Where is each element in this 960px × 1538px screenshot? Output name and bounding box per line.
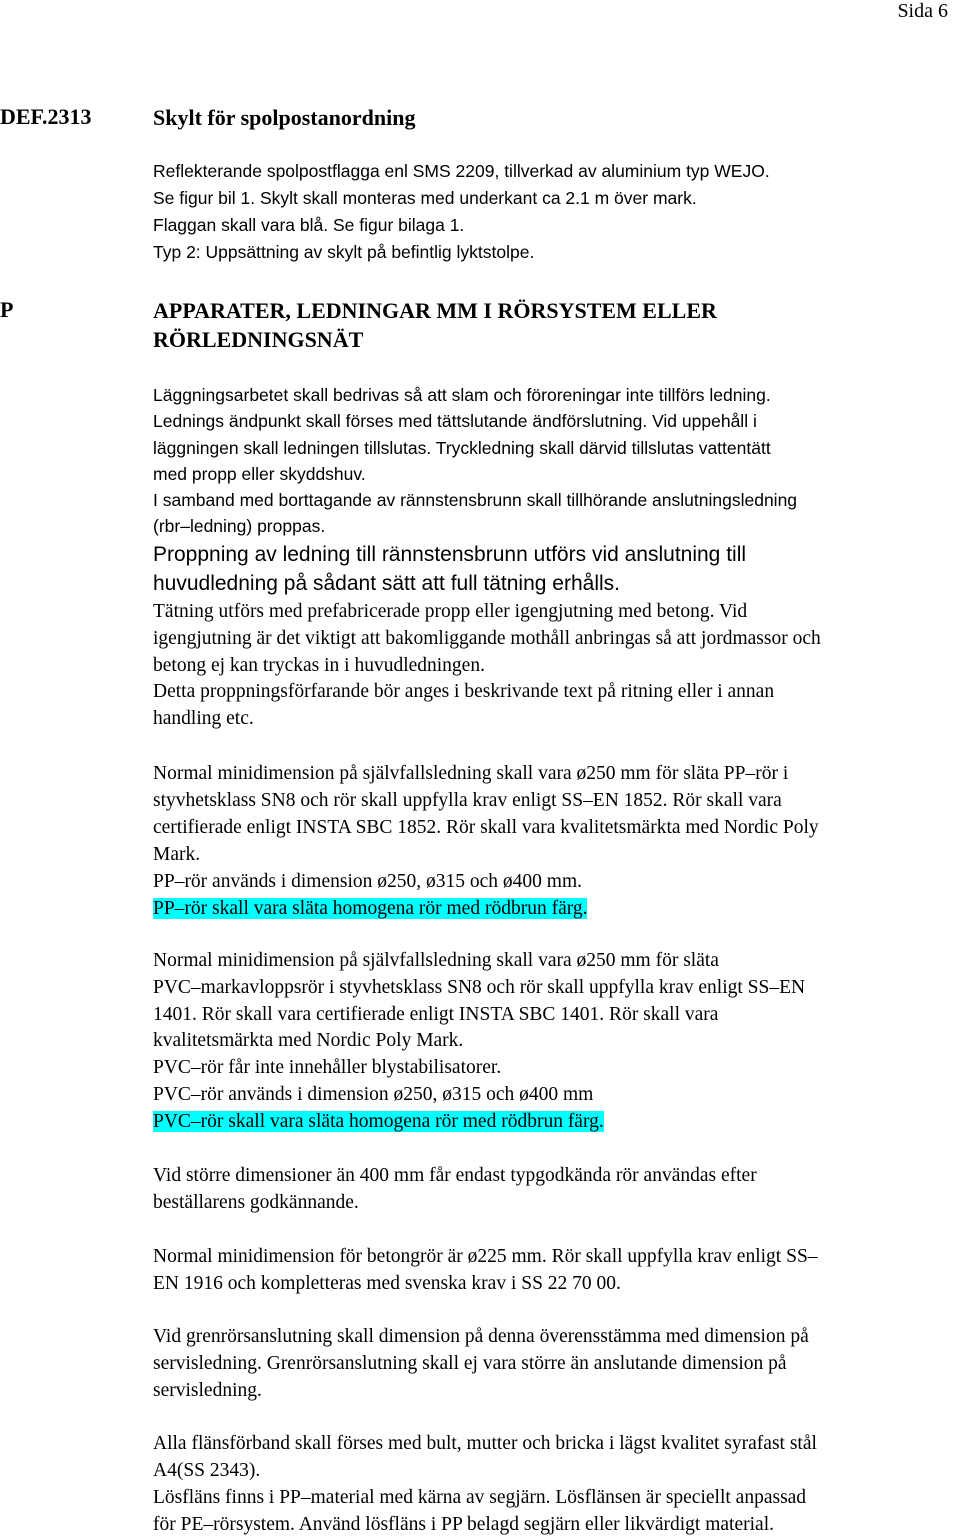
section-title-p bbox=[153, 296, 943, 354]
text-line bbox=[153, 895, 953, 922]
text-line: med propp eller skyddshuv. bbox=[153, 463, 366, 484]
text-line: Se figur bil 1. Skylt skall monteras med underkant ca 2.1 m över mark. bbox=[153, 188, 697, 208]
text-line: Lednings ändpunkt skall förses med tättslutande ändförslutning. Vid uppehåll i bbox=[153, 411, 757, 432]
text-line: Typ 2: Uppsättning av skylt på befintlig lyktstolpe. bbox=[153, 242, 535, 262]
text-line: Lösfläns finns i PP–material med kärna av segjärn. Lösflänsen är speciellt anpassad bbox=[153, 1487, 807, 1508]
text-line: igengjutning är det viktigt att bakomliggande mothåll anbringas så att jordmassor och bbox=[153, 627, 821, 649]
text-line: PVC–rör får inte innehåller blystabilisatorer. bbox=[153, 1057, 502, 1079]
p-branch-connection-paragraph bbox=[153, 1323, 953, 1404]
text-line: Normal minidimension på självfallsledning skall vara ø250 mm för släta PP–rör i bbox=[153, 763, 789, 784]
text-line: huvudledning på sådant sätt att full tätning erhålls. bbox=[153, 572, 620, 595]
text-line: för PE–rörsystem. Använd lösfläns i PP belagd segjärn eller likvärdigt material. bbox=[153, 1514, 774, 1535]
section-code-p: P bbox=[0, 297, 14, 322]
p-larger-dimensions-paragraph bbox=[153, 1162, 953, 1216]
def-description bbox=[153, 158, 953, 266]
section-title-def: Skylt för spolpostanordning bbox=[153, 105, 416, 130]
text-line: Proppning av ledning till rännstensbrunn utförs vid anslutning till bbox=[153, 543, 747, 566]
text-line: PVC–markavloppsrör i styvhetsklass SN8 och rör skall uppfylla krav enligt SS–EN bbox=[153, 976, 806, 998]
p-flange-paragraph bbox=[153, 1430, 953, 1538]
text-line: beställarens godkännande. bbox=[153, 1192, 359, 1213]
text-line: läggningen skall ledningen tillslutas. Tryckledning skall därvid tillslutas vattentätt bbox=[153, 437, 771, 458]
title-line: APPARATER, LEDNINGAR MM I RÖRSYSTEM ELLER bbox=[153, 298, 717, 323]
text-line: A4(SS 2343). bbox=[153, 1460, 261, 1481]
text-line: 1401. Rör skall vara certifierade enligt INSTA SBC 1401. Rör skall vara bbox=[153, 1003, 719, 1025]
text-line: I samband med borttagande av rännstensbrunn skall tillhörande anslutningsledning bbox=[153, 490, 798, 511]
text-line: Normal minidimension för betongrör är ø225 mm. Rör skall uppfylla krav enligt SS– bbox=[153, 1246, 818, 1267]
highlighted-requirement: PP–rör skall vara släta homogena rör med rödbrun färg. bbox=[153, 898, 588, 919]
p-plugging-paragraph bbox=[153, 540, 953, 598]
highlighted-requirement: PVC–rör skall vara släta homogena rör med rödbrun färg. bbox=[153, 1110, 604, 1132]
text-line: servisledning. bbox=[153, 1380, 262, 1401]
text-line: Reflekterande spolpostflagga enl SMS 2209, tillverkad av aluminium typ WEJO. bbox=[153, 161, 770, 181]
text-line: PVC–rör används i dimension ø250, ø315 och ø400 mm bbox=[153, 1083, 594, 1105]
p-installation-paragraph bbox=[153, 382, 953, 540]
text-line: Läggningsarbetet skall bedrivas så att slam och föroreningar inte tillförs ledning. bbox=[153, 385, 771, 405]
text-line: (rbr–ledning) proppas. bbox=[153, 516, 326, 537]
text-line: Vid grenrörsanslutning skall dimension på denna överensstämma med dimension på bbox=[153, 1326, 809, 1347]
text-line: Detta proppningsförfarande bör anges i beskrivande text på ritning eller i annan bbox=[153, 681, 775, 703]
text-line: servisledning. Grenrörsanslutning skall ej vara större än anslutande dimension på bbox=[153, 1353, 787, 1374]
p-concrete-pipe-paragraph bbox=[153, 1243, 953, 1297]
title-line: RÖRLEDNINGSNÄT bbox=[153, 327, 364, 352]
text-line: betong ej kan tryckas in i huvudledningen. bbox=[153, 654, 485, 676]
text-line: Vid större dimensioner än 400 mm får endast typgodkända rör användas efter bbox=[153, 1165, 757, 1186]
text-line: kvalitetsmärkta med Nordic Poly Mark. bbox=[153, 1030, 464, 1052]
p-sealing-paragraph bbox=[153, 599, 953, 733]
text-line: handling etc. bbox=[153, 708, 254, 730]
page-number: Sida 6 bbox=[897, 0, 948, 22]
text-line: PP–rör används i dimension ø250, ø315 och ø400 mm. bbox=[153, 871, 582, 892]
text-line: Flaggan skall vara blå. Se figur bilaga 1. bbox=[153, 215, 465, 235]
text-line: styvhetsklass SN8 och rör skall uppfylla krav enligt SS–EN 1852. Rör skall vara bbox=[153, 790, 782, 811]
text-line bbox=[153, 1109, 953, 1136]
text-line: Normal minidimension på självfallsledning skall vara ø250 mm för släta bbox=[153, 950, 719, 971]
section-code-def: DEF.2313 bbox=[0, 104, 92, 129]
text-line: Tätning utförs med prefabricerade propp eller igengjutning med betong. Vid bbox=[153, 601, 748, 622]
text-line: Mark. bbox=[153, 844, 201, 865]
p-pp-pipe-paragraph bbox=[153, 760, 953, 922]
text-line: Alla flänsförband skall förses med bult, mutter och bricka i lägst kvalitet syrafast stål bbox=[153, 1433, 817, 1454]
text-line: certifierade enligt INSTA SBC 1852. Rör skall vara kvalitetsmärkta med Nordic Poly bbox=[153, 817, 819, 838]
text-line: EN 1916 och kompletteras med svenska krav i SS 22 70 00. bbox=[153, 1273, 621, 1294]
p-pvc-pipe-paragraph bbox=[153, 948, 953, 1136]
